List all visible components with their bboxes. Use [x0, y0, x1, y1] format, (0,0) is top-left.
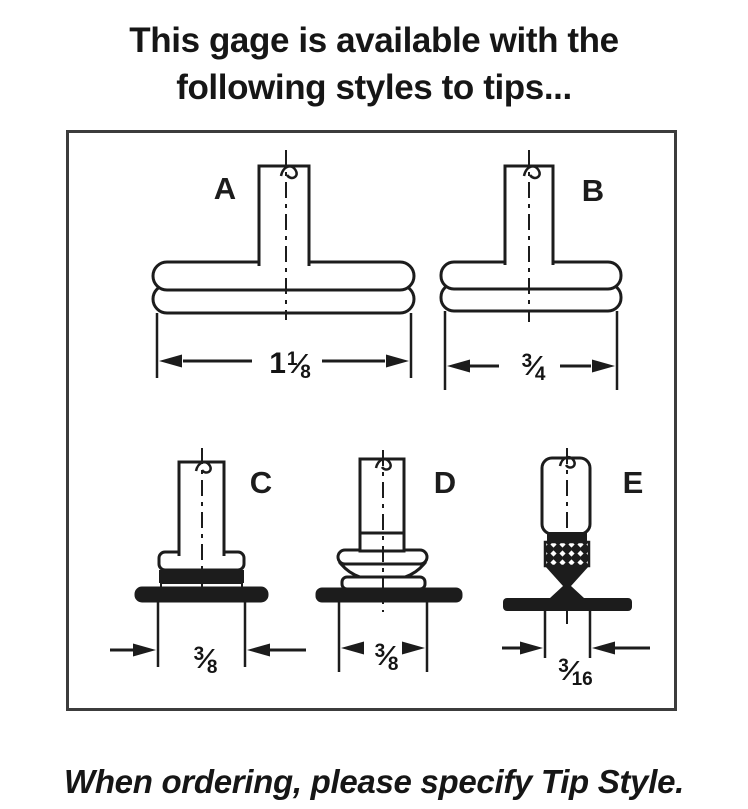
tip-styles-line-art — [69, 133, 674, 708]
dimension-e-denominator: 16 — [571, 669, 593, 690]
tip-label-b: B — [581, 173, 605, 208]
tip-d-arrow-left — [341, 642, 364, 655]
title-line-1: This gage is available with the — [129, 21, 619, 60]
dimension-b-numerator: 3 — [521, 351, 533, 372]
tip-a-drawing — [153, 150, 414, 378]
tip-b-disc-upper — [441, 262, 621, 289]
title-line-2: following styles to tips... — [176, 67, 572, 107]
tip-c-arrow-left — [133, 644, 156, 657]
dimension-e-numerator: 3 — [558, 656, 569, 677]
tip-a-arrow-right — [386, 355, 409, 368]
tip-a-arrow-left — [159, 355, 182, 368]
dimension-c-numerator: 3 — [193, 644, 205, 665]
dimension-d-numerator: 3 — [374, 641, 386, 662]
tip-a-stem — [259, 166, 309, 266]
diagram-frame — [66, 130, 677, 711]
dimension-c — [193, 644, 218, 678]
tip-label-e: E — [622, 465, 644, 500]
tip-label-c: C — [249, 465, 273, 500]
dimension-e — [557, 656, 593, 690]
tip-a-disc-upper — [153, 262, 414, 290]
tip-d-arrow-right — [402, 642, 425, 655]
dimension-b — [521, 351, 546, 385]
footer-note: When ordering, please specify Tip Style. — [63, 763, 685, 800]
dimension-a-whole: 1 — [269, 347, 286, 380]
page-title — [0, 18, 748, 112]
dimension-d-denominator: 8 — [387, 654, 399, 675]
dimension-a-numerator: 1 — [286, 349, 298, 370]
tip-c-stem — [179, 462, 224, 556]
tip-e-arrow-left — [520, 642, 543, 655]
tip-label-a: A — [213, 171, 237, 206]
dimension-b-denominator: 4 — [534, 364, 546, 385]
tip-b-arrow-left — [447, 360, 470, 373]
tip-c-arrow-right — [247, 644, 270, 657]
dimension-a-denominator: 8 — [300, 362, 311, 383]
dimension-c-denominator: 8 — [206, 657, 218, 678]
tip-label-d: D — [433, 465, 457, 500]
tip-c-drawing — [110, 448, 306, 667]
tip-d-flange — [317, 589, 461, 601]
tip-b-arrow-right — [592, 360, 615, 373]
dimension-a — [269, 347, 311, 383]
dimension-d — [374, 641, 399, 675]
tip-e-arrow-right — [592, 642, 615, 655]
